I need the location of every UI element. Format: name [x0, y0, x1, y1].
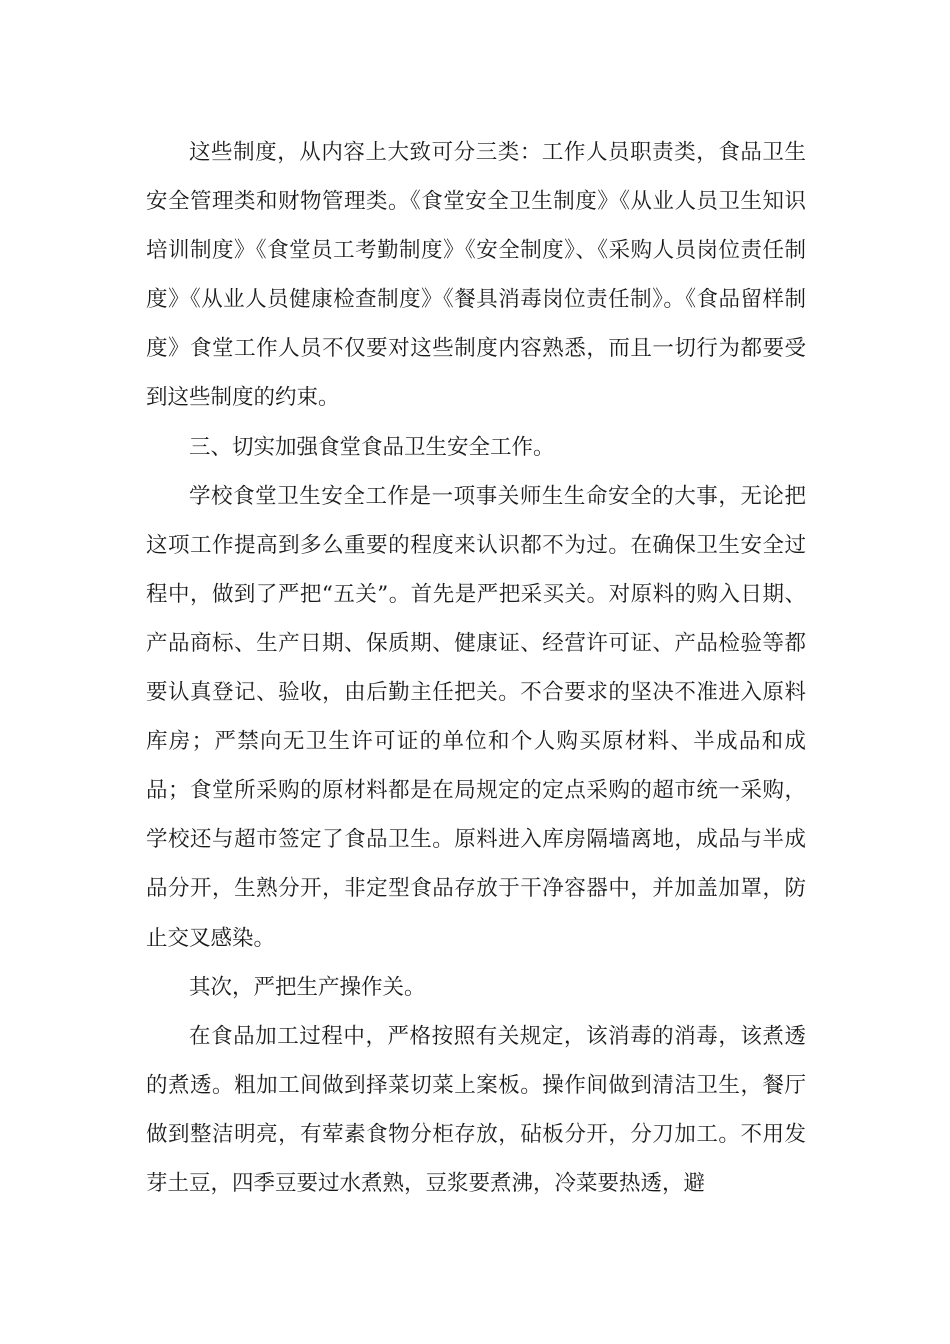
paragraph-production-control: 其次，严把生产操作关。 [189, 974, 426, 1000]
section-heading-three: 三、切实加强食堂食品卫生安全工作。 [189, 434, 555, 460]
paragraph-regulation-categories: 这些制度，从内容上大致可分三类：工作人员职责类，食品卫生安全管理类和财物管理类。《食堂安全卫生制度》《从业人员卫生知识培训制度》《食堂员工考勤制度》《安全制度》、《采购人员岗位责任制度》《从业人员健康检查制度》《餐具消毒岗位责任制》。《食品留样制度》食堂工作人员不仅要对这些制度内容熟悉，而且一切行为都要受到这些制度的约束。 [146, 140, 806, 411]
document-page [146, 128, 806, 1208]
paragraph-food-safety-work: 学校食堂卫生安全工作是一项事关师生生命安全的大事，无论把这项工作提高到多么重要的程度来认识都不为过。在确保卫生安全过程中，做到了严把“五关”。首先是严把采买关。对原料的购入日期、产品商标、生产日期、保质期、健康证、经营许可证、产品检验等都要认真登记、验收，由后勤主任把关。不合要求的坚决不准进入原料库房；严禁向无卫生许可证的单位和个人购买原材料、半成品和成品；食堂所采购的原材料都是在局规定的定点采购的超市统一采购，学校还与超市签定了食品卫生。原料进入库房隔墙离地，成品与半成品分开，生熟分开，非定型食品存放于干净容器中，并加盖加罩，防止交叉感染。 [146, 483, 806, 951]
paragraph-food-processing: 在食品加工过程中，严格按照有关规定，该消毒的消毒，该煮透的煮透。粗加工间做到择菜切菜上案板。操作间做到清洁卫生，餐厅做到整洁明亮，有荤素食物分柜存放，砧板分开，分刀加工。不用发芽土豆，四季豆要过水煮熟，豆浆要煮沸，冷菜要热透，避 [146, 1023, 806, 1196]
